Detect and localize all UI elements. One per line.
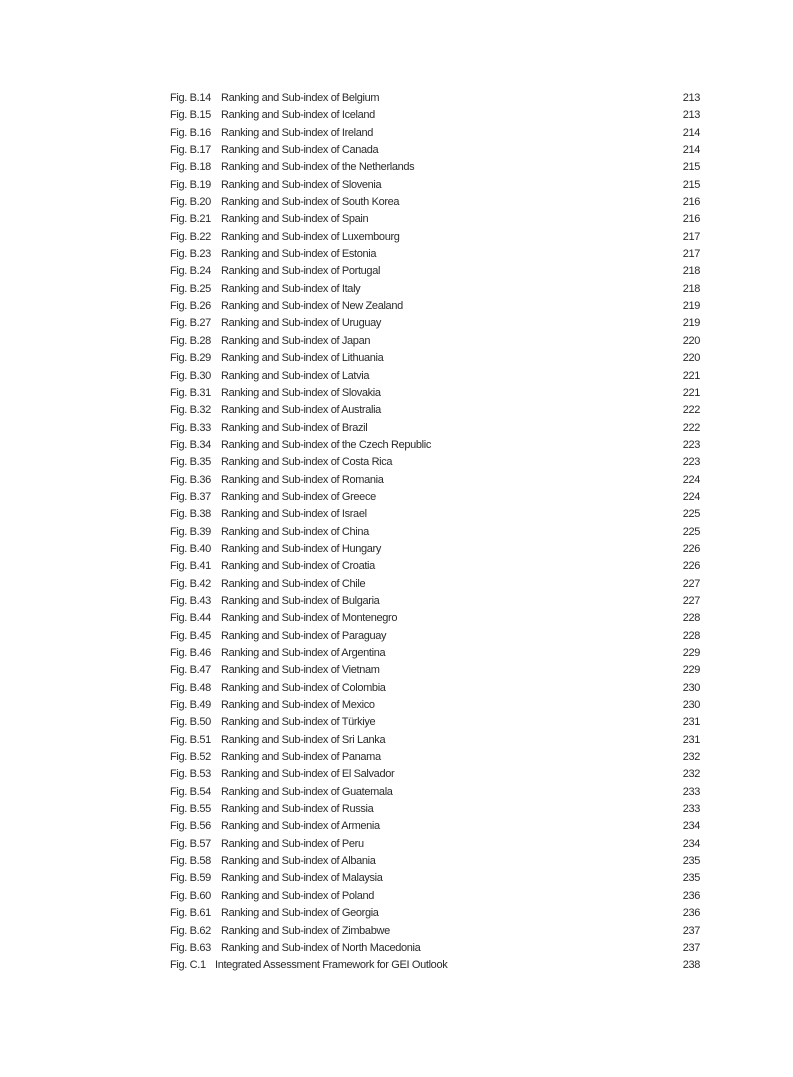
figure-number: Fig. B.62 [170,924,211,937]
figure-entry [170,298,700,315]
figure-number: Fig. B.32 [170,404,211,417]
figure-title: Ranking and Sub-index of Romania [221,473,384,486]
figure-entry [170,194,700,211]
figure-number: Fig. B.19 [170,178,211,191]
figure-entry [170,714,700,731]
figure-page-number: 215 [682,161,700,174]
figure-title: Ranking and Sub-index of Hungary [221,542,382,555]
list-of-figures [170,90,700,975]
figure-page-number: 234 [682,837,700,850]
figure-page-number: 227 [682,577,700,590]
figure-title: Ranking and Sub-index of Bulgaria [221,594,380,607]
figure-title: Ranking and Sub-index of Paraguay [221,629,387,642]
figure-entry [170,940,700,957]
figure-page-number: 230 [682,699,700,712]
figure-entry [170,90,700,107]
figure-title: Ranking and Sub-index of South Korea [221,196,400,209]
figure-page-number: 215 [682,178,700,191]
figure-title: Ranking and Sub-index of Armenia [221,820,380,833]
figure-title: Ranking and Sub-index of Sri Lanka [221,733,386,746]
figure-entry [170,159,700,176]
figure-page-number: 213 [682,92,700,104]
figure-entry [170,263,700,280]
figure-entry [170,368,700,385]
figure-number: Fig. B.61 [170,907,211,920]
figure-page-number: 238 [682,959,700,972]
figure-entry [170,749,700,766]
figure-entry [170,680,700,697]
figure-number: Fig. B.31 [170,386,211,399]
figure-title: Ranking and Sub-index of Uruguay [221,317,382,330]
figure-number: Fig. B.27 [170,317,211,330]
figure-entry [170,402,700,419]
figure-title: Ranking and Sub-index of Portugal [221,265,381,278]
figure-number: Fig. B.51 [170,733,211,746]
figure-title: Ranking and Sub-index of Israel [221,508,367,521]
figure-entry [170,853,700,870]
figure-entry [170,506,700,523]
figure-title: Ranking and Sub-index of Poland [221,889,375,902]
figure-page-number: 220 [682,334,700,347]
figure-entry [170,107,700,124]
figure-title: Ranking and Sub-index of Spain [221,213,369,226]
figure-page-number: 221 [682,386,700,399]
figure-number: Fig. B.38 [170,508,211,521]
figure-title: Ranking and Sub-index of Malaysia [221,872,383,885]
figure-entry [170,923,700,940]
figure-number: Fig. B.21 [170,213,211,226]
figure-page-number: 222 [682,404,700,417]
figure-number: Fig. B.14 [170,92,211,104]
figure-number: Fig. B.47 [170,664,211,677]
figure-number: Fig. B.63 [170,941,211,954]
figure-number: Fig. B.46 [170,647,211,659]
figure-page-number: 236 [682,889,700,902]
figure-title: Ranking and Sub-index of Croatia [221,560,375,573]
figure-title: Ranking and Sub-index of Guatemala [221,785,393,798]
figure-title: Integrated Assessment Framework for GEI Outlook [215,959,448,972]
figure-title: Ranking and Sub-index of Ireland [221,126,374,139]
figure-number: Fig. B.29 [170,352,211,365]
figure-title: Ranking and Sub-index of Panama [221,751,381,764]
figure-page-number: 237 [682,941,700,954]
figure-number: Fig. B.34 [170,438,211,451]
figure-title: Ranking and Sub-index of Belgium [221,92,380,104]
figure-page-number: 217 [682,230,700,243]
figure-entry [170,246,700,263]
figure-number: Fig. B.48 [170,681,211,694]
figure-title: Ranking and Sub-index of Chile [221,577,366,590]
figure-entry [170,437,700,454]
figure-number: Fig. B.17 [170,144,211,157]
figure-entry [170,454,700,471]
figure-entry [170,836,700,853]
figure-entry [170,801,700,818]
figure-entry [170,957,700,974]
figure-entry [170,593,700,610]
figure-number: Fig. B.57 [170,837,211,850]
figure-entry [170,732,700,749]
figure-number: Fig. B.56 [170,820,211,833]
figure-title: Ranking and Sub-index of Türkiye [221,716,376,729]
figure-entry [170,662,700,679]
figure-page-number: 216 [682,196,700,209]
figure-entry [170,628,700,645]
figure-number: Fig. B.52 [170,751,211,764]
figure-page-number: 226 [682,542,700,555]
figure-page-number: 224 [682,490,700,503]
figure-number: Fig. B.55 [170,803,211,816]
figure-number: Fig. B.18 [170,161,211,174]
figure-number: Fig. B.20 [170,196,211,209]
figure-title: Ranking and Sub-index of Vietnam [221,664,380,677]
figure-entry [170,472,700,489]
figure-number: Fig. B.45 [170,629,211,642]
figure-title: Ranking and Sub-index of El Salvador [221,768,395,781]
figure-entry [170,905,700,922]
figure-title: Ranking and Sub-index of Costa Rica [221,456,393,469]
figure-number: Fig. B.44 [170,612,211,625]
figure-title: Ranking and Sub-index of Canada [221,144,379,157]
figure-entry [170,420,700,437]
figure-number: Fig. B.54 [170,785,211,798]
figure-title: Ranking and Sub-index of Italy [221,282,361,295]
figure-page-number: 218 [682,265,700,278]
figure-number: Fig. B.58 [170,855,211,868]
figure-title: Ranking and Sub-index of Latvia [221,369,370,382]
figure-page-number: 235 [682,872,700,885]
figure-entry [170,333,700,350]
figure-entry [170,177,700,194]
figure-entry [170,489,700,506]
figure-title: Ranking and Sub-index of Albania [221,855,376,868]
figure-number: Fig. B.50 [170,716,211,729]
figure-number: Fig. C.1 [170,959,206,972]
figure-number: Fig. B.16 [170,126,211,139]
figure-page-number: 233 [682,785,700,798]
figure-entry [170,558,700,575]
figure-title: Ranking and Sub-index of Russia [221,803,374,816]
figure-entry [170,281,700,298]
figure-page-number: 234 [682,820,700,833]
figure-page-number: 228 [682,612,700,625]
figure-page-number: 226 [682,560,700,573]
figure-number: Fig. B.30 [170,369,211,382]
figure-entry [170,888,700,905]
figure-entry [170,541,700,558]
figure-title: Ranking and Sub-index of Luxembourg [221,230,400,243]
figure-entry [170,211,700,228]
figure-page-number: 224 [682,473,700,486]
figure-number: Fig. B.49 [170,699,211,712]
figure-page-number: 220 [682,352,700,365]
figure-page-number: 232 [682,768,700,781]
figure-title: Ranking and Sub-index of New Zealand [221,300,403,313]
figure-page-number: 237 [682,924,700,937]
figure-page-number: 229 [682,647,700,659]
figure-page-number: 236 [682,907,700,920]
figure-number: Fig. B.53 [170,768,211,781]
figure-entry [170,142,700,159]
figure-number: Fig. B.36 [170,473,211,486]
figure-number: Fig. B.60 [170,889,211,902]
figure-title: Ranking and Sub-index of Greece [221,490,376,503]
figure-entry [170,125,700,142]
figure-title: Ranking and Sub-index of Australia [221,404,381,417]
figure-title: Ranking and Sub-index of Montenegro [221,612,398,625]
figure-title: Ranking and Sub-index of Mexico [221,699,375,712]
figure-title: Ranking and Sub-index of China [221,525,369,538]
figure-entry [170,870,700,887]
figure-entry [170,229,700,246]
figure-page-number: 225 [682,525,700,538]
figure-page-number: 223 [682,456,700,469]
figure-page-number: 222 [682,421,700,434]
figure-title: Ranking and Sub-index of Slovakia [221,386,381,399]
figure-number: Fig. B.37 [170,490,211,503]
figure-page-number: 228 [682,629,700,642]
figure-entry [170,385,700,402]
figure-number: Fig. B.15 [170,109,211,122]
figure-entry [170,315,700,332]
figure-title: Ranking and Sub-index of Iceland [221,109,375,122]
figure-page-number: 230 [682,681,700,694]
figure-number: Fig. B.23 [170,248,211,261]
figure-page-number: 235 [682,855,700,868]
figure-number: Fig. B.26 [170,300,211,313]
figure-title: Ranking and Sub-index of North Macedonia [221,941,421,954]
figure-title: Ranking and Sub-index of Colombia [221,681,386,694]
figure-page-number: 231 [682,716,700,729]
figure-page-number: 227 [682,594,700,607]
figure-title: Ranking and Sub-index of Zimbabwe [221,924,390,937]
figure-number: Fig. B.22 [170,230,211,243]
figure-number: Fig. B.42 [170,577,211,590]
figure-entry [170,576,700,593]
figure-title: Ranking and Sub-index of Japan [221,334,371,347]
figure-number: Fig. B.24 [170,265,211,278]
figure-number: Fig. B.59 [170,872,211,885]
figure-title: Ranking and Sub-index of the Netherlands [221,161,415,174]
figure-page-number: 225 [682,508,700,521]
figure-page-number: 219 [682,300,700,313]
figure-page-number: 214 [682,126,700,139]
figure-number: Fig. B.43 [170,594,211,607]
figure-title: Ranking and Sub-index of Argentina [221,647,386,659]
figure-title: Ranking and Sub-index of Georgia [221,907,379,920]
figure-page-number: 232 [682,751,700,764]
figure-number: Fig. B.25 [170,282,211,295]
figure-number: Fig. B.28 [170,334,211,347]
figure-page-number: 217 [682,248,700,261]
figure-page-number: 231 [682,733,700,746]
figure-page-number: 214 [682,144,700,157]
figure-entry [170,350,700,367]
figure-page-number: 221 [682,369,700,382]
figure-title: Ranking and Sub-index of Lithuania [221,352,384,365]
figure-page-number: 218 [682,282,700,295]
figure-page-number: 223 [682,438,700,451]
figure-number: Fig. B.33 [170,421,211,434]
figure-number: Fig. B.40 [170,542,211,555]
figure-page-number: 219 [682,317,700,330]
figure-entry [170,697,700,714]
figure-entry [170,645,700,662]
figure-entry [170,524,700,541]
figure-entry [170,610,700,627]
figure-entry [170,766,700,783]
figure-number: Fig. B.39 [170,525,211,538]
figure-page-number: 233 [682,803,700,816]
figure-title: Ranking and Sub-index of the Czech Republic [221,438,431,451]
figure-title: Ranking and Sub-index of Estonia [221,248,377,261]
figure-number: Fig. B.41 [170,560,211,573]
figure-title: Ranking and Sub-index of Peru [221,837,364,850]
figure-title: Ranking and Sub-index of Brazil [221,421,368,434]
figure-number: Fig. B.35 [170,456,211,469]
figure-page-number: 229 [682,664,700,677]
figure-entry [170,784,700,801]
figure-page-number: 213 [682,109,700,122]
figure-title: Ranking and Sub-index of Slovenia [221,178,382,191]
figure-entry [170,818,700,835]
figure-page-number: 216 [682,213,700,226]
